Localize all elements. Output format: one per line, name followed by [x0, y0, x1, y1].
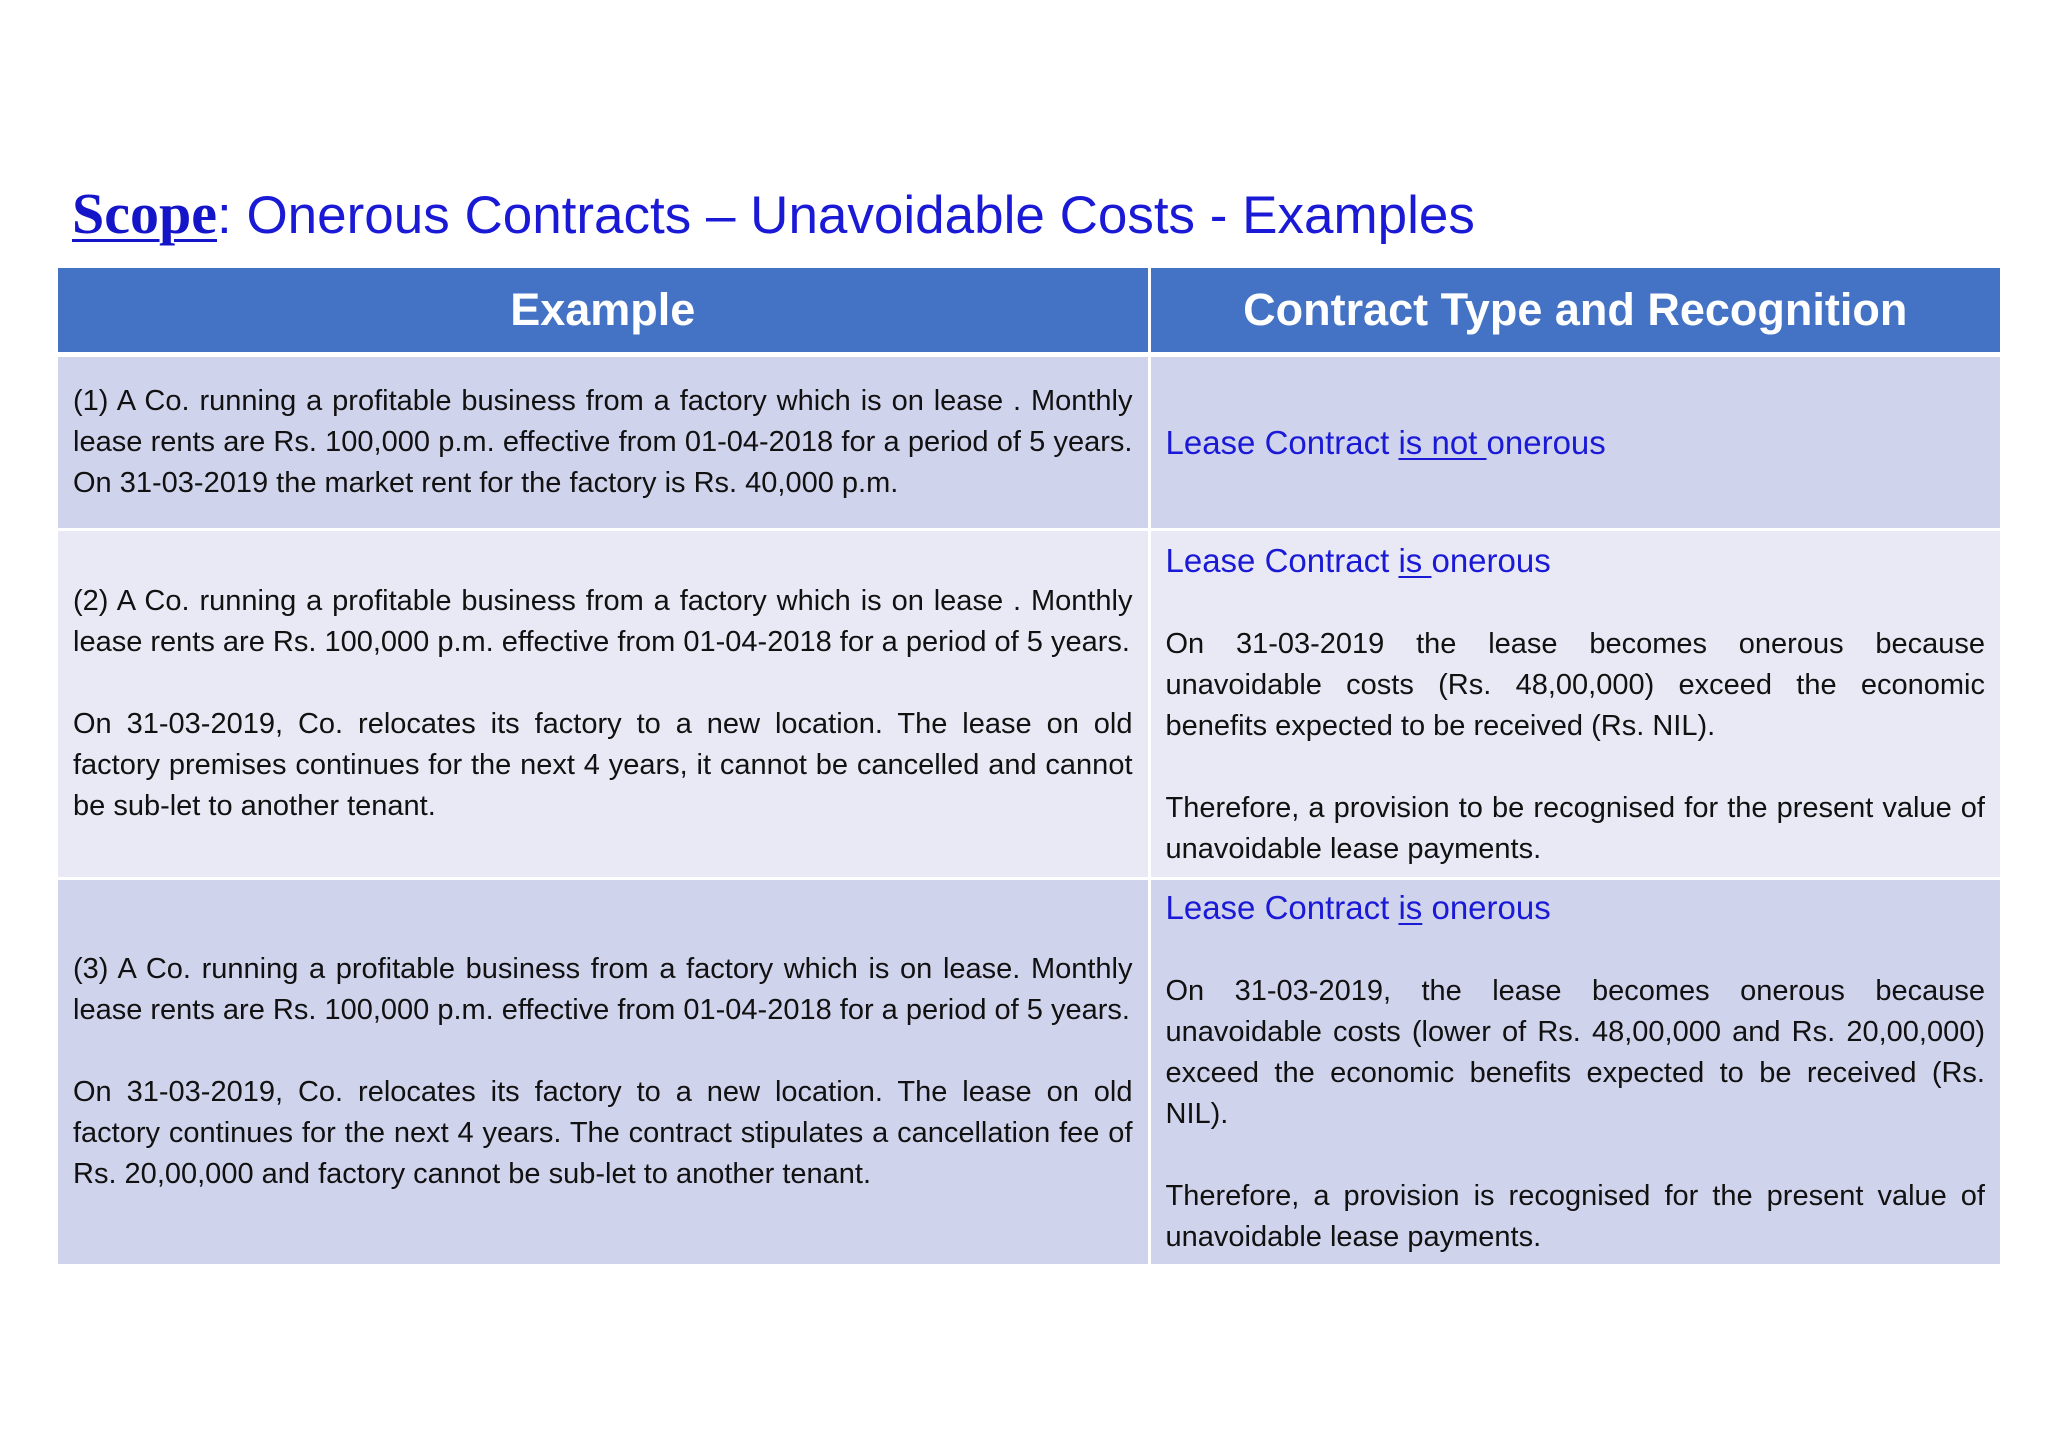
verdict-prefix: Lease Contract [1165, 423, 1399, 461]
verdict-text [1166, 539, 1986, 583]
examples-table [58, 268, 2000, 1267]
recognition-cell [1149, 530, 2000, 879]
explanation-text: On 31-03-2019 the lease becomes onerous because unavoidable costs (Rs. 48,00,000) exceed the economic benefits expected to be received (Rs. NIL). [1165, 627, 1985, 742]
example-cell [58, 355, 1149, 530]
verdict-prefix: Lease Contract [1165, 541, 1399, 579]
example-text: (2) A Co. running a profitable business from a factory which is on lease . Monthly lease rents are Rs. 100,000 p.m. effective from 01-04-2018 for a period of 5 years. [73, 585, 1133, 658]
table-row [58, 530, 2000, 879]
verdict-underlined: is [1398, 889, 1423, 926]
slide-title [72, 174, 1475, 256]
verdict-underlined: is [1398, 541, 1432, 579]
title-scope-word: Scope [72, 181, 217, 246]
recognition-cell [1149, 355, 2000, 530]
verdict-underlined: is not [1398, 423, 1487, 461]
verdict-text [1166, 421, 1986, 465]
example-text: On 31-03-2019, Co. relocates its factory to a new location. The lease on old factory continues for the next 4 years. The contract stipulates a cancellation fee of Rs. 20,00,000 and factory cannot be sub-let to another tenant. [73, 1076, 1133, 1190]
example-cell [58, 879, 1149, 1266]
table-header-row [58, 268, 2000, 355]
verdict-suffix: onerous [1431, 541, 1551, 579]
explanation-text: On 31-03-2019, the lease becomes onerous because unavoidable costs (lower of Rs. 48,00,000 and Rs. 20,00,000) exceed the economic benefits expected to be received (Rs. NIL). [1165, 975, 1985, 1130]
title-rest: : Onerous Contracts – Unavoidable Costs - Examples [217, 186, 1475, 245]
example-cell [58, 530, 1149, 879]
recognition-cell [1149, 879, 2000, 1266]
verdict-suffix: onerous [1486, 423, 1606, 461]
example-text: On 31-03-2019, Co. relocates its factory to a new location. The lease on old factory premises continues for the next 4 years, it cannot be cancelled and cannot be sub-let to another tenant. [73, 708, 1133, 822]
verdict-suffix: onerous [1422, 889, 1551, 926]
example-text: (3) A Co. running a profitable business from a factory which is on lease. Monthly lease rents are Rs. 100,000 p.m. effective from 01-04-2018 for a period of 5 years. [73, 953, 1133, 1026]
explanation-text: Therefore, a provision is recognised for the present value of unavoidable lease payments. [1165, 1180, 1985, 1253]
header-example: Example [58, 268, 1149, 355]
header-contract-type: Contract Type and Recognition [1149, 268, 2000, 355]
verdict-text [1166, 886, 1986, 930]
verdict-prefix: Lease Contract [1165, 889, 1399, 926]
table-row [58, 355, 2000, 530]
table-row [58, 879, 2000, 1266]
example-text: (1) A Co. running a profitable business from a factory which is on lease . Monthly lease rents are Rs. 100,000 p.m. effective from 01-04-2018 for a period of 5 years. On 31-03-2019 the market rent for the factory is Rs. 40,000 p.m. [73, 385, 1133, 499]
explanation-text: Therefore, a provision to be recognised for the present value of unavoidable lease payments. [1165, 791, 1985, 865]
